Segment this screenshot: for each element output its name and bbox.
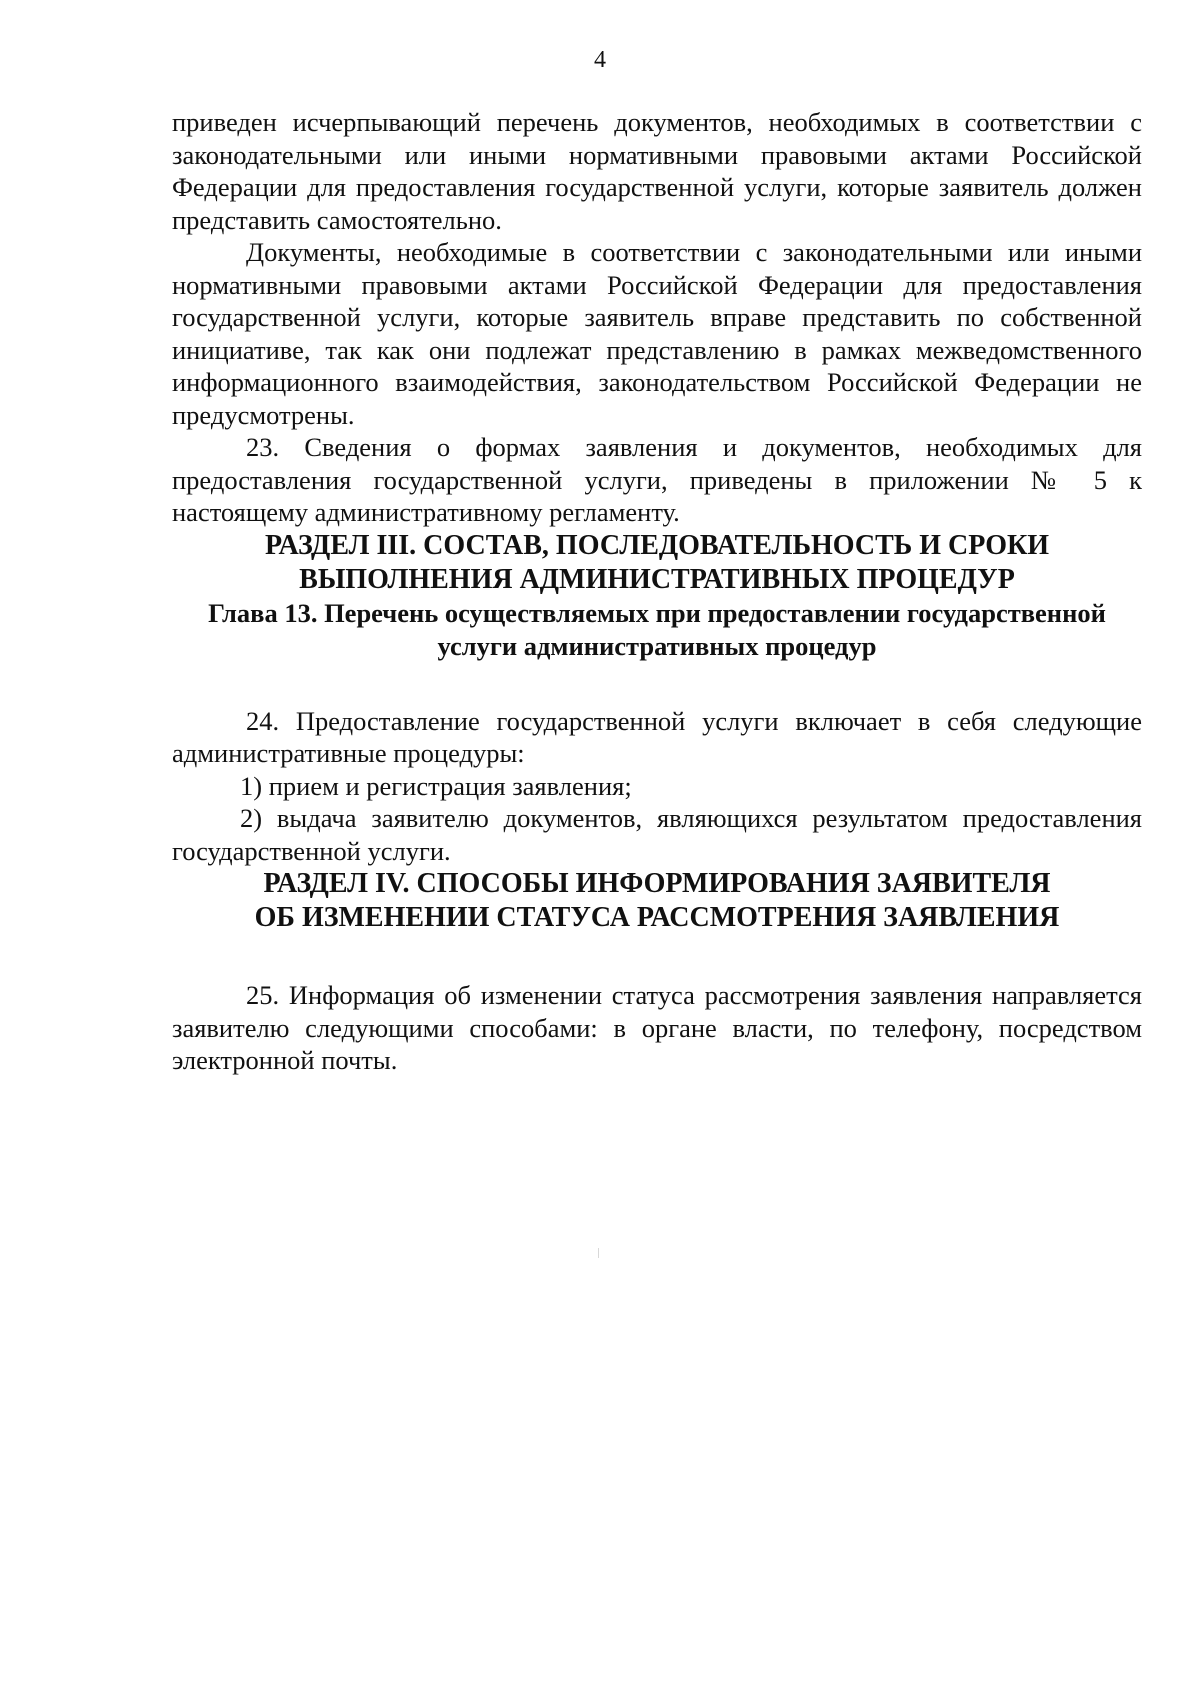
section-4-heading-line-2: ОБ ИЗМЕНЕНИИ СТАТУСА РАССМОТРЕНИЯ ЗАЯВЛЕНИЯ xyxy=(254,902,1060,933)
section-3-heading-line-1: РАЗДЕЛ III. СОСТАВ, ПОСЛЕДОВАТЕЛЬНОСТЬ И СРОКИ xyxy=(264,529,1050,561)
section-4-heading xyxy=(172,867,1142,935)
scan-mark xyxy=(598,1248,599,1258)
document-body xyxy=(172,106,1142,1077)
section-3-heading-line-2: ВЫПОЛНЕНИЯ АДМИНИСТРАТИВНЫХ ПРОЦЕДУР xyxy=(299,563,1015,595)
page-number: 4 xyxy=(594,47,606,73)
paragraph-interagency-documents: Документы, необходимые в соответствии с законодательными или иными нормативными правовыми актами Российской Федерации для предоставления государственной услуги, которые заявитель вправе представить по собственной инициативе, так как они подлежат представлению в рамках межведомственного информационного взаимодействия, законодательством Российской Федерации не предусмотрены. xyxy=(172,237,1142,430)
list-item-2: 2) выдача заявителю документов, являющихся результатом предоставления государственной услуги. xyxy=(172,803,1142,866)
chapter-13-heading-line-1: Глава 13. Перечень осуществляемых при предоставлении государственной xyxy=(208,597,1106,628)
paragraph-23: 23. Сведения о формах заявления и документов, необходимых для предоставления государственной услуги, приведены в приложении № 5 к настоящему административному регламенту. xyxy=(172,432,1142,527)
chapter-13-heading-line-2: услуги административных процедур xyxy=(437,630,877,661)
section-3-heading xyxy=(172,529,1142,597)
paragraph-24: 24. Предоставление государственной услуги включает в себя следующие административные процедуры: xyxy=(172,705,1142,768)
paragraph-25: 25. Информация об изменении статуса рассмотрения заявления направляется заявителю следующими способами: в органе власти, по телефону, посредством электронной почты. xyxy=(172,980,1142,1075)
paragraph-documents-list: приведен исчерпывающий перечень документов, необходимых в соответствии с законодательными или иными нормативными правовыми актами Российской Федерации для предоставления государственной услуги, которые заявитель должен представить самостоятельно. xyxy=(172,107,1142,235)
chapter-13-heading xyxy=(172,597,1142,663)
section-4-heading-line-1: РАЗДЕЛ IV. СПОСОБЫ ИНФОРМИРОВАНИЯ ЗАЯВИТЕЛЯ xyxy=(263,868,1051,899)
list-item-1: 1) прием и регистрация заявления; xyxy=(240,770,632,801)
